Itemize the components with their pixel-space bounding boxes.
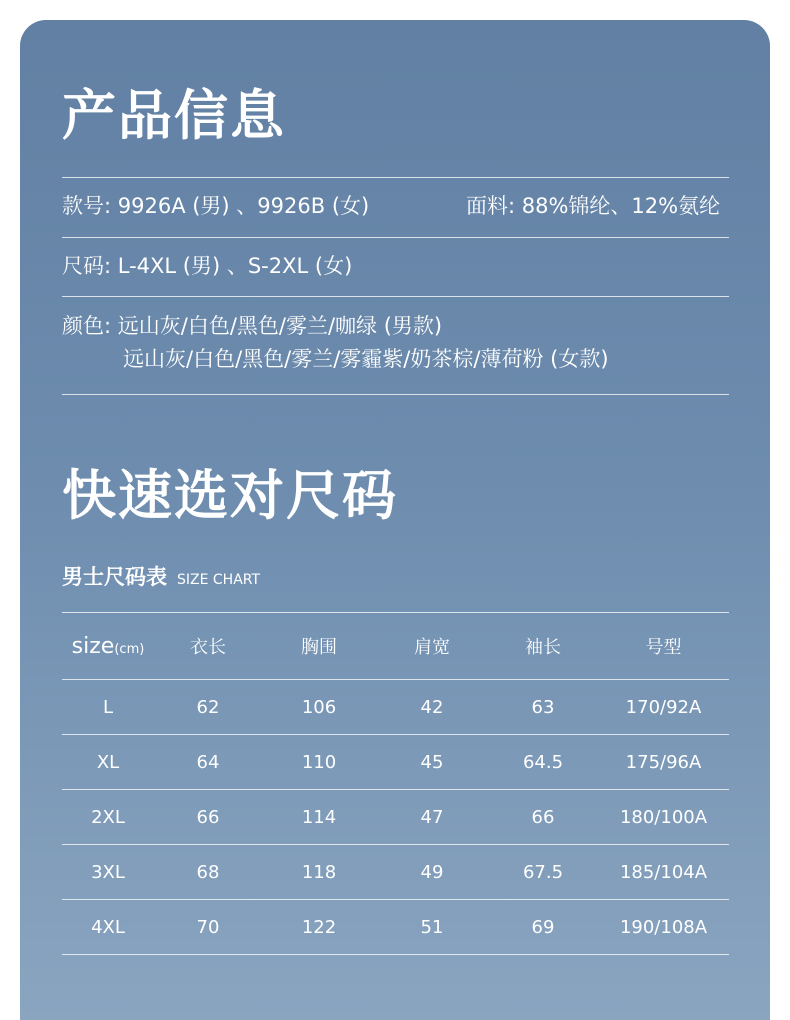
cell-length: 64 — [196, 751, 220, 773]
cell-chest: 106 — [301, 696, 337, 718]
cell-sleeve: 64.5 — [522, 751, 564, 773]
cell-size: 3XL — [91, 861, 125, 883]
divider — [62, 177, 729, 178]
header-size-unit: (cm) — [114, 641, 145, 657]
cell-shoulder: 49 — [420, 861, 444, 883]
cell-sleeve: 69 — [531, 916, 555, 938]
colors-men: 颜色: 远山灰/白色/黑色/雾兰/咖绿 (男款) — [62, 314, 443, 338]
header-sleeve: 袖长 — [525, 637, 561, 658]
table-row — [62, 680, 729, 735]
divider — [62, 237, 729, 238]
table-header-row — [62, 613, 729, 680]
cell-fit: 185/104A — [619, 861, 708, 883]
colors-women: 远山灰/白色/黑色/雾兰/雾霾紫/奶茶棕/薄荷粉 (女款) — [123, 347, 609, 371]
cell-shoulder: 45 — [420, 751, 444, 773]
table-row — [62, 845, 729, 900]
size-chart-table — [62, 612, 729, 955]
header-shoulder: 肩宽 — [414, 637, 450, 658]
cell-sleeve: 67.5 — [522, 861, 564, 883]
table-row — [62, 735, 729, 790]
product-info-title: 产品信息 — [62, 84, 286, 147]
cell-fit: 170/92A — [625, 696, 702, 718]
cell-shoulder: 47 — [420, 806, 444, 828]
divider — [62, 296, 729, 297]
size-guide-title: 快速选对尺码 — [62, 464, 398, 527]
size-range: 尺码: L-4XL (男) 、S-2XL (女) — [62, 254, 353, 278]
table-row — [62, 900, 729, 955]
cell-shoulder: 51 — [420, 916, 444, 938]
cell-fit: 175/96A — [625, 751, 702, 773]
header-chest: 胸围 — [301, 637, 337, 658]
size-chart-title-en: SIZE CHART — [177, 572, 261, 588]
cell-chest: 114 — [301, 806, 337, 828]
header-size — [62, 613, 154, 680]
cell-length: 68 — [196, 861, 220, 883]
cell-length: 62 — [196, 696, 220, 718]
cell-chest: 118 — [301, 861, 337, 883]
header-length: 衣长 — [190, 637, 226, 658]
size-chart-title — [62, 561, 260, 591]
cell-size: L — [102, 696, 114, 718]
header-size-word: size — [71, 633, 115, 659]
cell-chest: 122 — [301, 916, 337, 938]
divider — [62, 394, 729, 395]
header-fit: 号型 — [645, 637, 682, 658]
fabric-composition: 面料: 88%锦纶、12%氨纶 — [466, 194, 721, 218]
cell-sleeve: 66 — [531, 806, 555, 828]
cell-length: 66 — [196, 806, 220, 828]
cell-shoulder: 42 — [420, 696, 444, 718]
cell-fit: 190/108A — [619, 916, 708, 938]
cell-fit: 180/100A — [619, 806, 708, 828]
cell-size: 4XL — [91, 916, 125, 938]
style-number: 款号: 9926A (男) 、9926B (女) — [62, 194, 370, 218]
size-chart-title-cn: 男士尺码表 — [62, 565, 167, 589]
cell-size: XL — [96, 751, 120, 773]
cell-size: 2XL — [91, 806, 125, 828]
cell-chest: 110 — [301, 751, 337, 773]
cell-length: 70 — [196, 916, 220, 938]
cell-sleeve: 63 — [531, 696, 555, 718]
table-row — [62, 790, 729, 845]
